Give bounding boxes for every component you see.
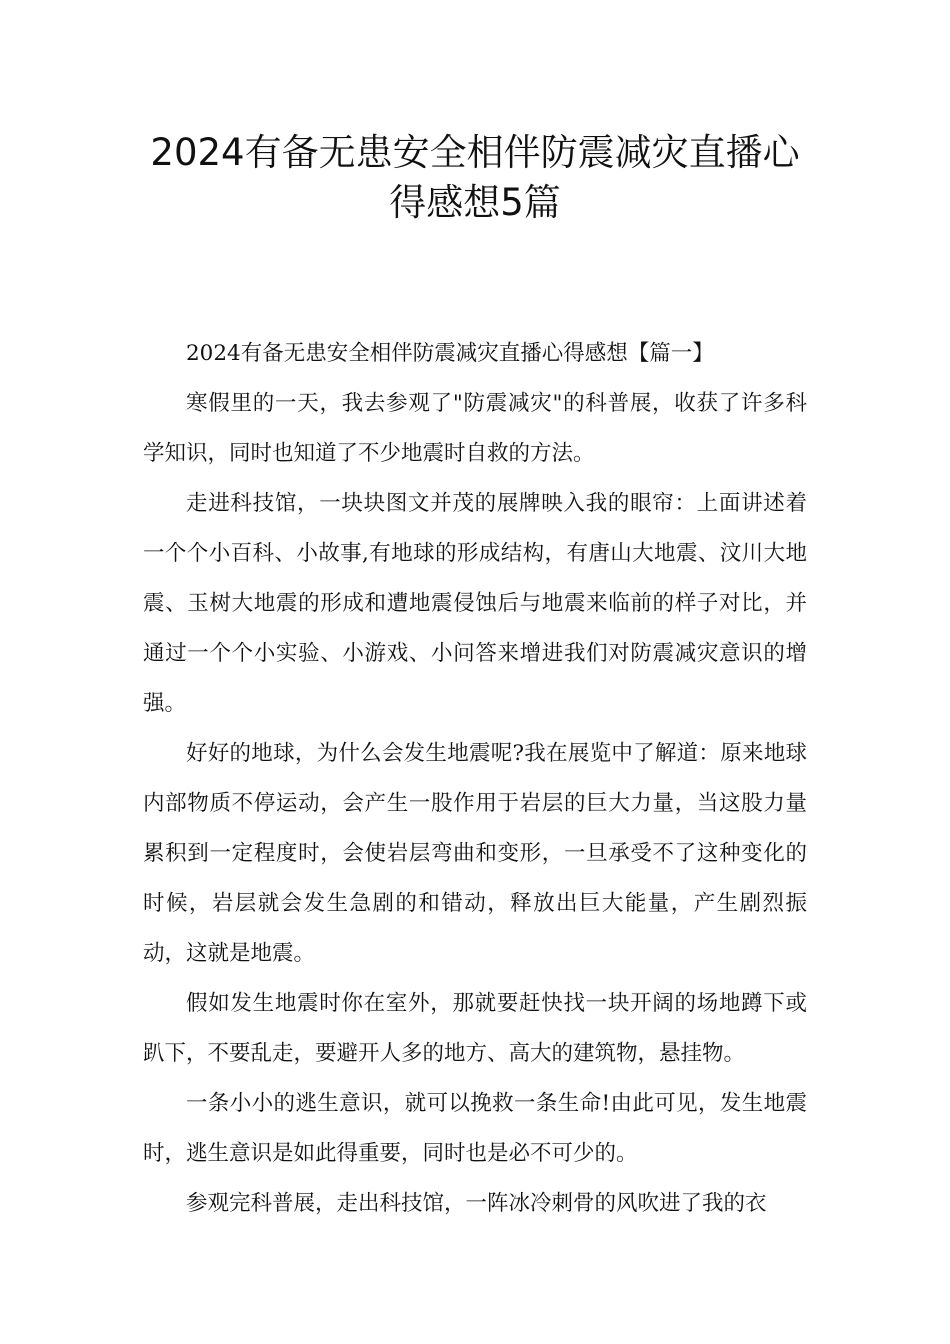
document-body (143, 329, 807, 1229)
paragraph: 走进科技馆，一块块图文并茂的展牌映入我的眼帘：上面讲述着一个个小百科、小故事,有地球的形成结构，有唐山大地震、汶川大地震、玉树大地震的形成和遭地震侵蚀后与地震来临前的样子对比，并通过一个个小实验、小游戏、小问答来增进我们对防震减灾意识的增强。 (143, 491, 807, 716)
document-title: 2024有备无患安全相伴防震减灾直播心得感想5篇 (150, 131, 800, 224)
paragraph: 好好的地球，为什么会发生地震呢?我在展览中了解道：原来地球内部物质不停运动，会产生一股作用于岩层的巨大力量，当这股力量累积到一定程度时，会使岩层弯曲和变形，一旦承受不了这种变化的时候，岩层就会发生急剧的和错动，释放出巨大能量，产生剧烈振动，这就是地震。 (143, 741, 807, 966)
paragraph: 参观完科普展，走出科技馆，一阵冰冷刺骨的风吹进了我的衣 (186, 1191, 767, 1216)
section-heading: 2024有备无患安全相伴防震减灾直播心得感想【篇一】 (186, 341, 714, 366)
paragraph: 寒假里的一天，我去参观了"防震减灾"的科普展，收获了许多科学知识，同时也知道了不少地震时自救的方法。 (143, 391, 807, 466)
paragraph: 假如发生地震时你在室外，那就要赶快找一块开阔的场地蹲下或趴下，不要乱走，要避开人多的地方、高大的建筑物，悬挂物。 (143, 991, 807, 1066)
paragraph: 一条小小的逃生意识，就可以挽救一条生命!由此可见，发生地震时，逃生意识是如此得重要，同时也是必不可少的。 (143, 1091, 807, 1166)
